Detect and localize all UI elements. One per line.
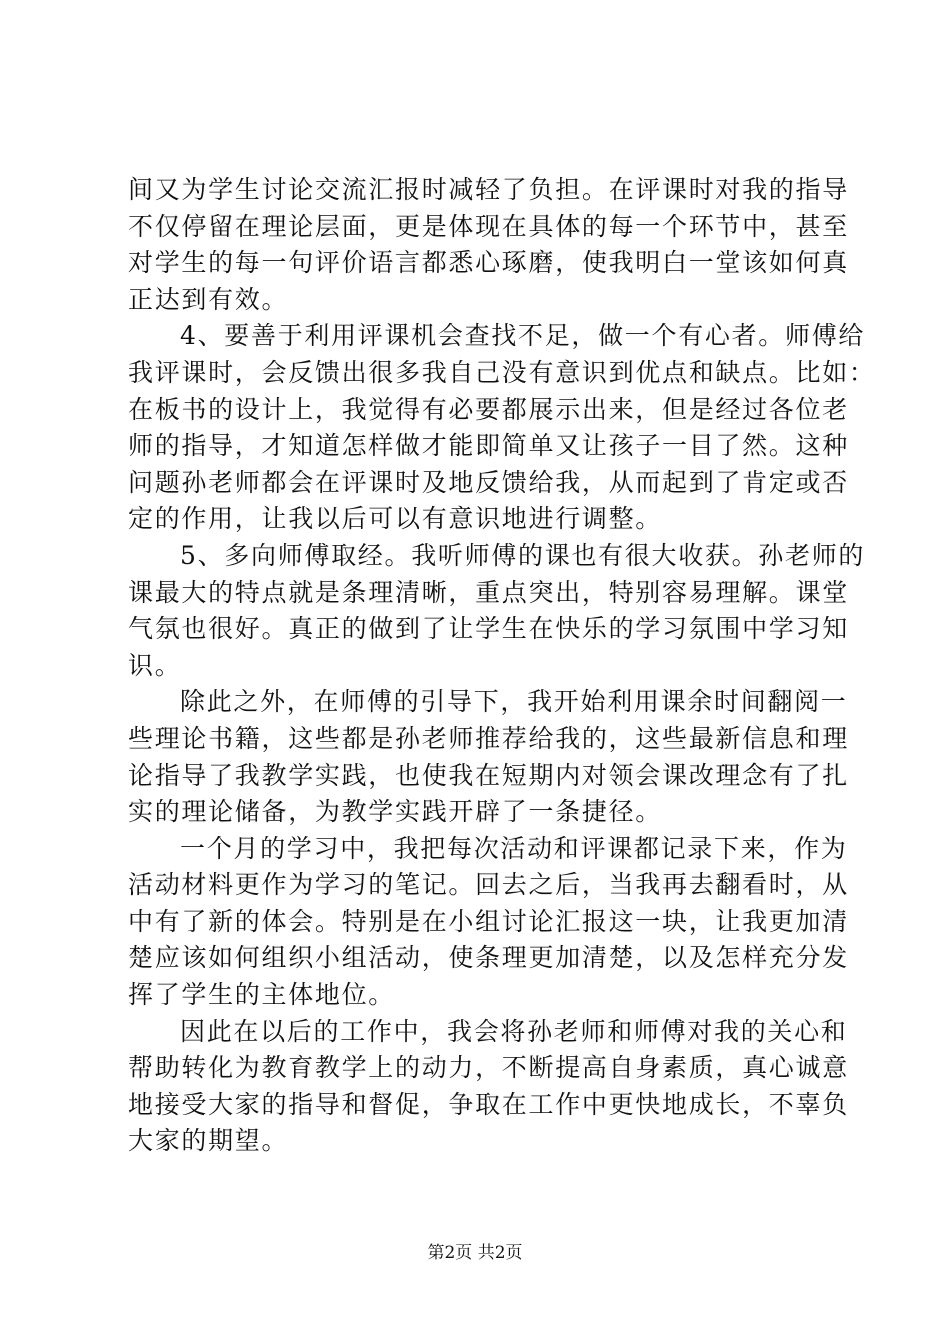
- text-line: 挥了学生的主体地位。: [128, 980, 396, 1010]
- text-line: 5、多向师傅取经。我听师傅的课也有很大收获。孙老师的: [180, 540, 866, 570]
- text-line: 些理论书籍，这些都是孙老师推荐给我的，这些最新信息和理: [128, 723, 849, 753]
- text-line: 楚应该如何组织小组活动，使条理更加清楚，以及怎样充分发: [128, 943, 849, 973]
- text-line: 问题孙老师都会在评课时及地反馈给我，从而起到了肯定或否: [128, 467, 849, 497]
- text-line: 中有了新的体会。特别是在小组讨论汇报这一块，让我更加清: [128, 906, 849, 936]
- text-line: 一个月的学习中，我把每次活动和评课都记录下来，作为: [180, 833, 848, 863]
- text-line: 气氛也很好。真正的做到了让学生在快乐的学习氛围中学习知: [128, 614, 849, 644]
- text-line: 在板书的设计上，我觉得有必要都展示出来，但是经过各位老: [128, 394, 849, 424]
- text-line: 师的指导，才知道怎样做才能即简单又让孩子一目了然。这种: [128, 431, 849, 461]
- document-body: [128, 172, 876, 1160]
- text-line: 帮助转化为教育教学上的动力，不断提高自身素质，真心诚意: [128, 1053, 849, 1083]
- text-line: 不仅停留在理论层面，更是体现在具体的每一个环节中，甚至: [128, 211, 849, 241]
- text-line: 因此在以后的工作中，我会将孙老师和师傅对我的关心和: [180, 1016, 848, 1046]
- text-line: 大家的期望。: [128, 1126, 289, 1156]
- text-line: 识。: [128, 650, 182, 680]
- text-line: 论指导了我教学实践，也使我在短期内对领会课改理念有了扎: [128, 760, 849, 790]
- text-line: 活动材料更作为学习的笔记。回去之后，当我再去翻看时，从: [128, 870, 849, 900]
- text-line: 实的理论储备，为教学实践开辟了一条捷径。: [128, 797, 663, 827]
- text-line: 对学生的每一句评价语言都悉心琢磨，使我明白一堂该如何真: [128, 248, 849, 278]
- text-line: 正达到有效。: [128, 284, 289, 314]
- text-line: 除此之外，在师傅的引导下，我开始利用课余时间翻阅一: [180, 687, 848, 717]
- text-line: 间又为学生讨论交流汇报时减轻了负担。在评课时对我的指导: [128, 175, 849, 204]
- page-number-label: 第2页 共2页: [427, 1243, 523, 1263]
- text-line: 4、要善于利用评课机会查找不足，做一个有心者。师傅给: [180, 321, 866, 351]
- text-line: 我评课时，会反馈出很多我自己没有意识到优点和缺点。比如：: [128, 357, 876, 387]
- text-line: 课最大的特点就是条理清晰，重点突出，特别容易理解。课堂: [128, 577, 849, 607]
- page-footer: [0, 1241, 950, 1265]
- text-line: 定的作用，让我以后可以有意识地进行调整。: [128, 504, 663, 534]
- text-line: 地接受大家的指导和督促，争取在工作中更快地成长，不辜负: [128, 1089, 849, 1119]
